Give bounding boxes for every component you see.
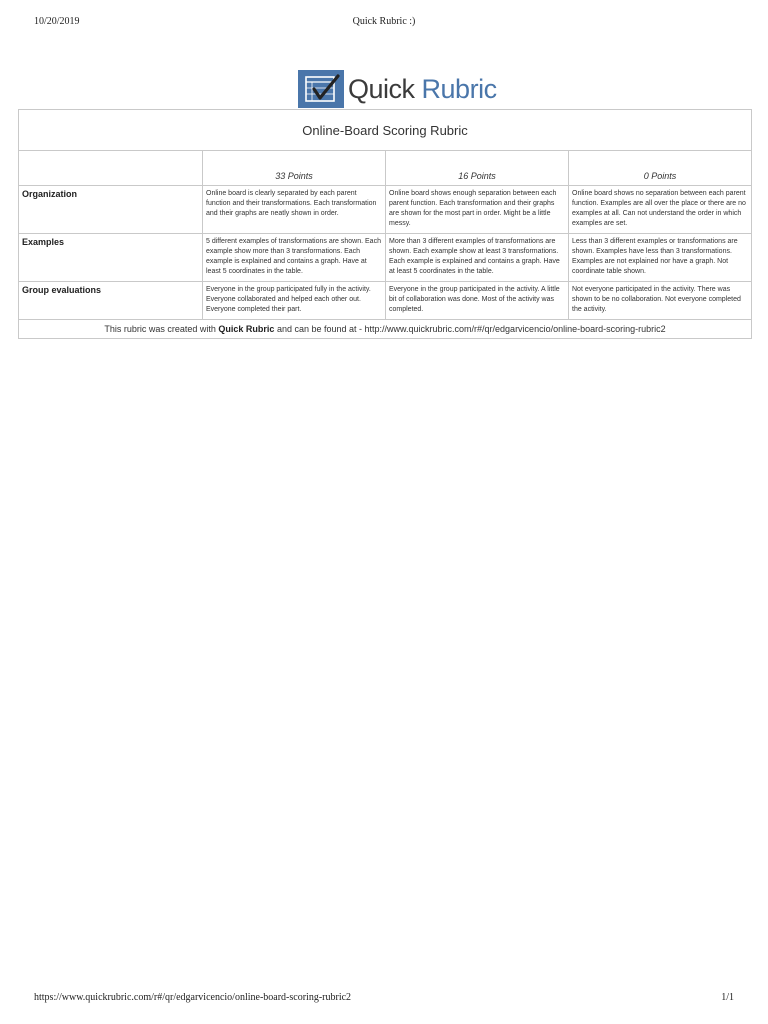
print-date: 10/20/2019 xyxy=(34,16,80,27)
criterion-label: Organization xyxy=(19,186,203,234)
rubric-row xyxy=(19,186,752,234)
print-url[interactable]: https://www.quickrubric.com/r#/qr/edgarvicencio/online-board-scoring-rubric2 xyxy=(34,992,352,1003)
criterion-label: Group evaluations xyxy=(19,282,203,320)
descriptor-cell: Less than 3 different examples or transformations are shown. Examples have less than 3 transformations. Examples are not explained nor have a graph. Not coordinate table shown. xyxy=(569,234,752,282)
criterion-label: Examples xyxy=(19,234,203,282)
credit-suffix: and can be found at - http://www.quickrubric.com/r#/qr/edgarvicencio/online-board-scoring-rubric2 xyxy=(274,324,666,334)
rubric-title: Online-Board Scoring Rubric xyxy=(19,110,752,151)
descriptor-cell: Online board shows no separation between each parent function. Examples are all over the place or there are no examples at all. Can not understand the order in which examples are set. xyxy=(569,186,752,234)
rubric-row xyxy=(19,234,752,282)
quick-rubric-logo xyxy=(298,70,497,110)
print-page-title: Quick Rubric :) xyxy=(352,16,416,27)
level-header: 16 Points xyxy=(386,151,569,186)
rubric-table xyxy=(18,109,752,339)
logo-word-quick: Quick xyxy=(348,74,415,104)
descriptor-cell: Not everyone participated in the activity. There was shown to be no collaboration. Not everyone completed the activity. xyxy=(569,282,752,320)
descriptor-cell: Everyone in the group participated fully in the activity. Everyone collaborated and helped each other out. Everyone completed their part. xyxy=(203,282,386,320)
print-header xyxy=(34,16,734,32)
logo-wordmark xyxy=(348,72,497,106)
credit-brand: Quick Rubric xyxy=(218,324,275,334)
level-header: 33 Points xyxy=(203,151,386,186)
criteria-header-cell xyxy=(19,151,203,186)
logo-word-rubric: Rubric xyxy=(421,74,497,104)
print-footer xyxy=(34,992,734,1008)
rubric-credit-footer xyxy=(19,320,752,339)
page-counter: 1/1 xyxy=(721,992,734,1003)
checklist-icon xyxy=(298,70,344,108)
descriptor-cell: 5 different examples of transformations are shown. Each example show more than 3 transformations. Each example is explained and contains a graph. Have at least 5 coordinates in the table. xyxy=(203,234,386,282)
credit-prefix: This rubric was created with xyxy=(104,324,219,334)
descriptor-cell: Online board shows enough separation between each parent function. Each transformation and their graphs are shown for the most part in order. Might be a little messy. xyxy=(386,186,569,234)
rubric-row xyxy=(19,282,752,320)
descriptor-cell: More than 3 different examples of transformations are shown. Each example show at least 3 transformations. Each example is explained and contains a graph. Have at least 5 coordinates in the table. xyxy=(386,234,569,282)
rubric-header-row xyxy=(19,151,752,186)
descriptor-cell: Online board is clearly separated by each parent function and their transformations. Each transformation and their graphs are neatly shown in order. xyxy=(203,186,386,234)
descriptor-cell: Everyone in the group participated in the activity. A little bit of collaboration was done. Most of the activity was completed. xyxy=(386,282,569,320)
level-header: 0 Points xyxy=(569,151,752,186)
